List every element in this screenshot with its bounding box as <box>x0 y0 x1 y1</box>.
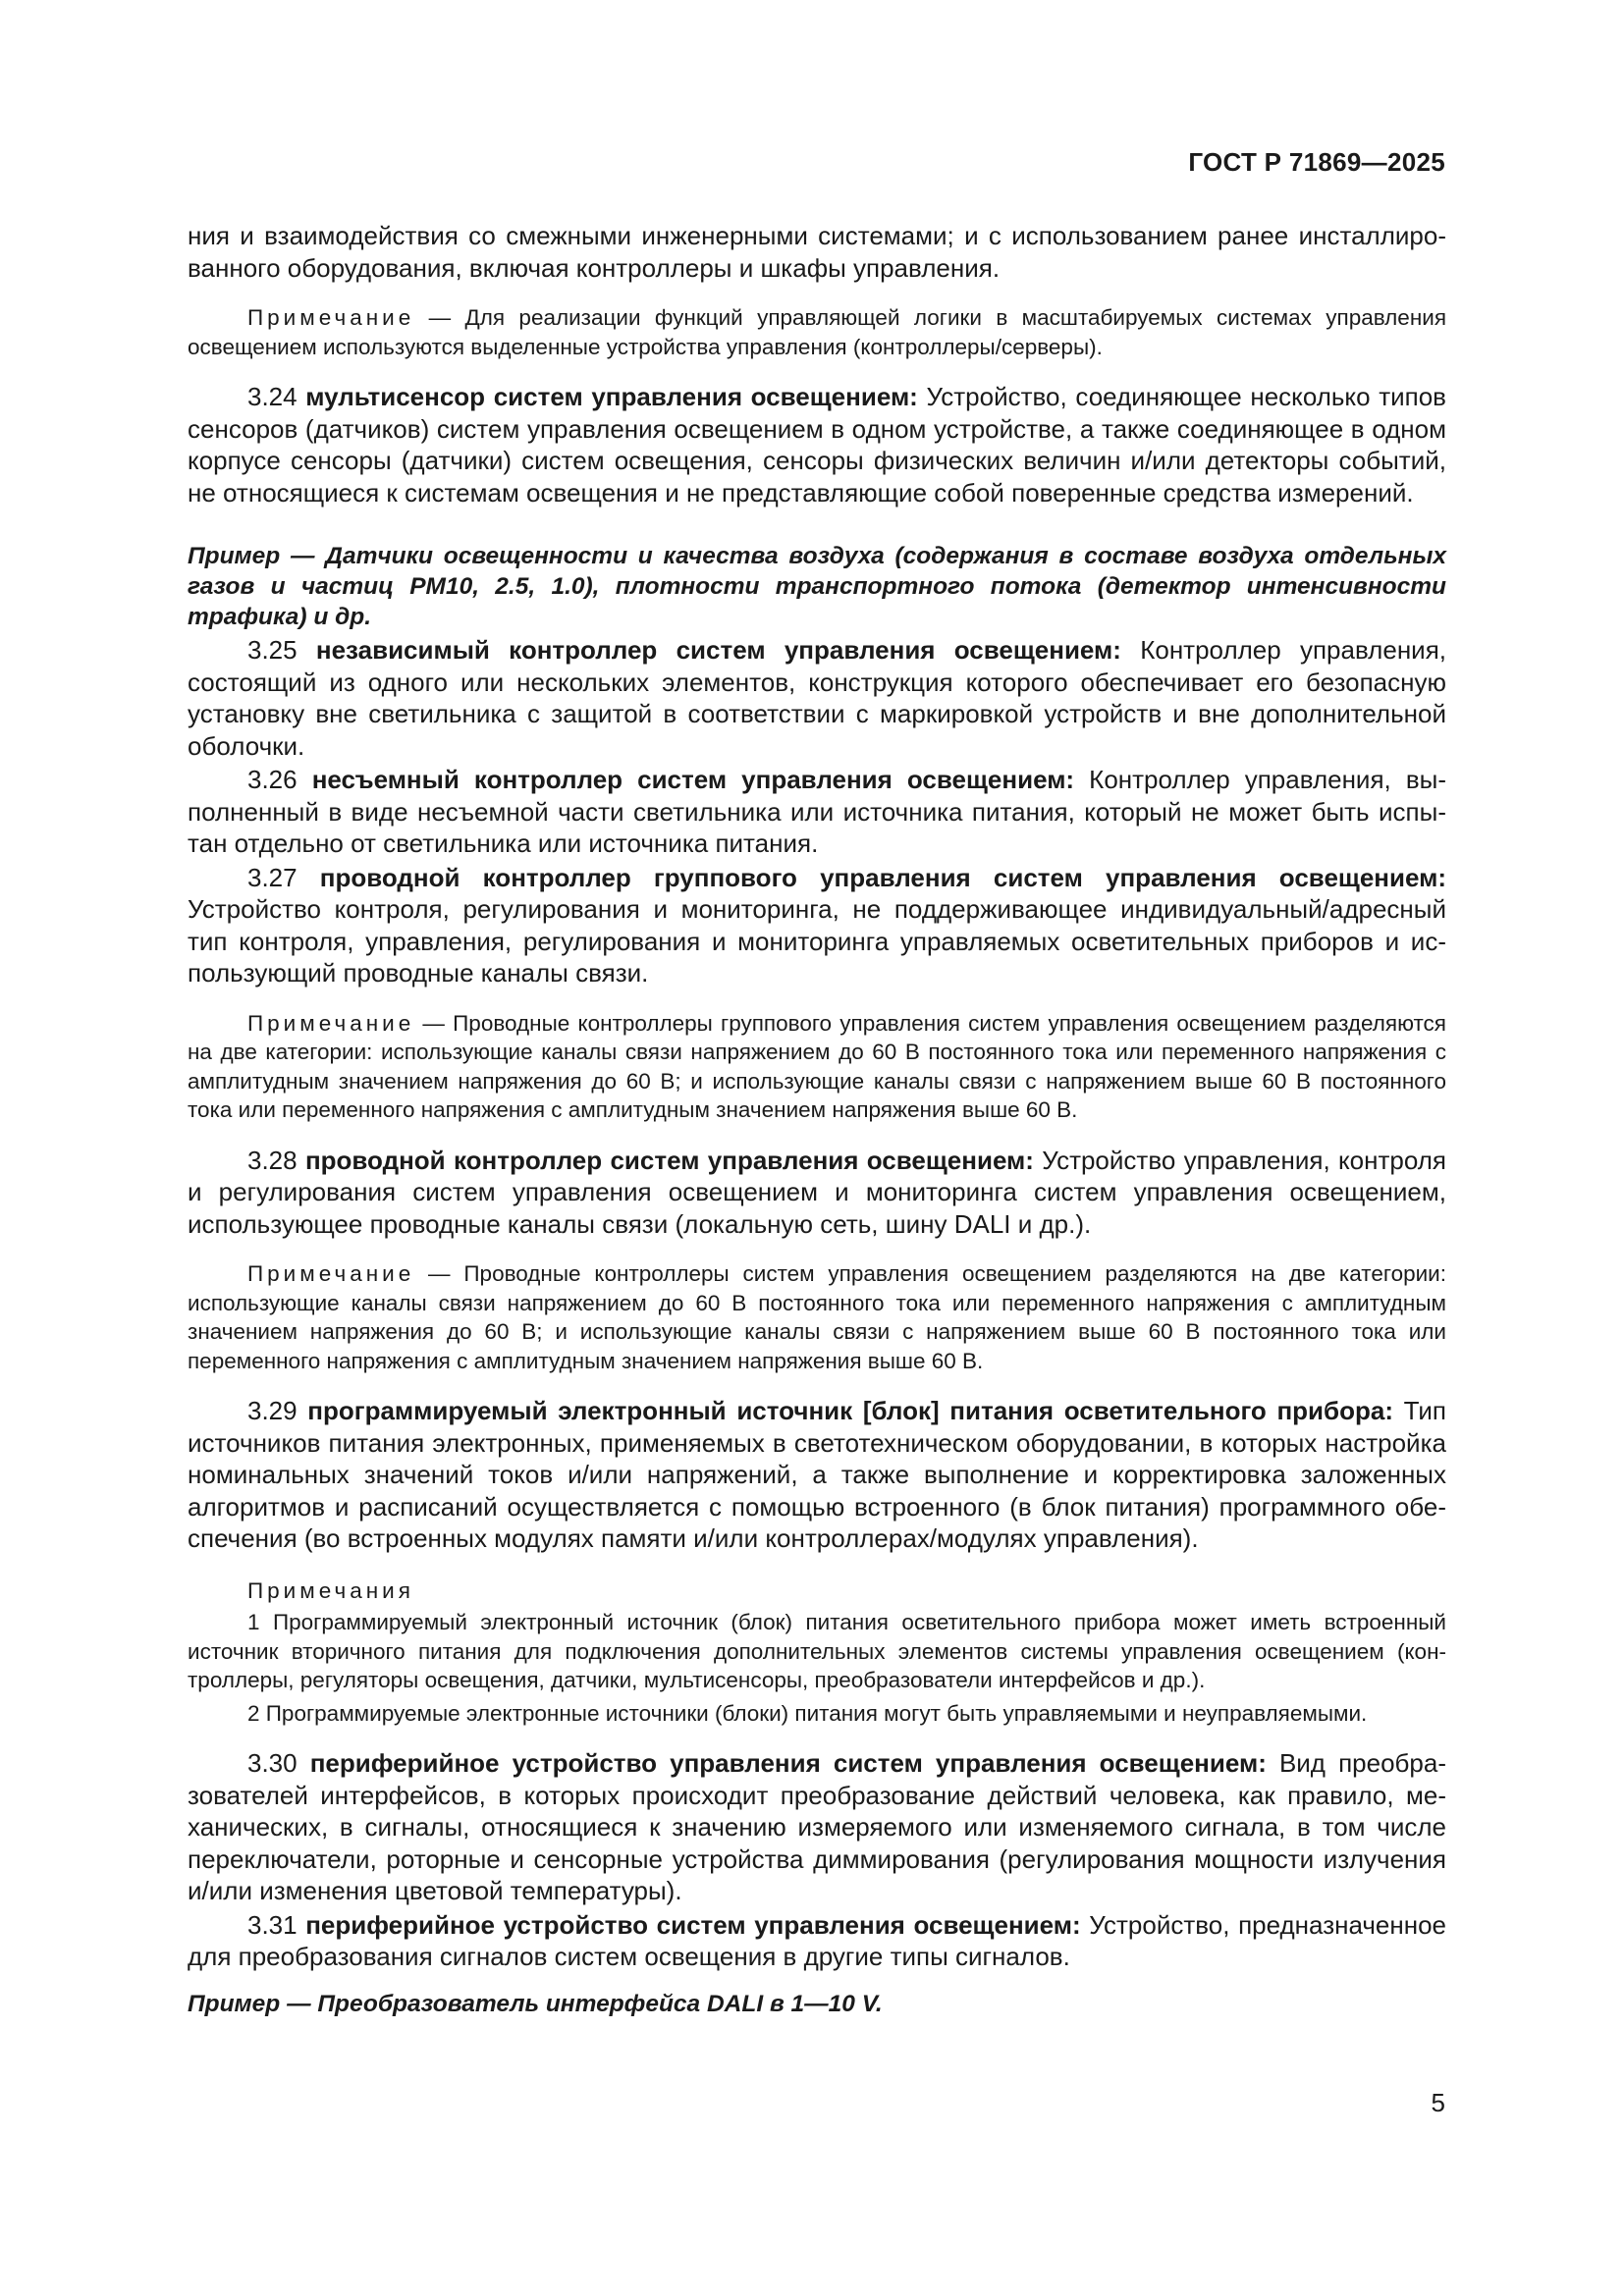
note-label: Примечание <box>247 1010 415 1036</box>
note-text: — Проводные контроллеры систем управления освещением разделяются на две категории: использующие каналы связи напряжением до 60 В постоянного тока или переменного напряжения с амплитудным значением напряжения до 60 В; и использующие каналы связи с напряжением выше 60 В постоянного тока или переменного напряжения с амплитудным значением напряжения выше 60 В. <box>188 1261 1446 1373</box>
note-label: Примечание <box>247 305 415 330</box>
term-3-27 <box>188 862 1446 989</box>
term-definition: Контроллер управления, выполненный в виде несъемной части светильника или источника питания, который не может быть испытан отдельно от светильника или источника питания. <box>188 765 1447 858</box>
note-intro <box>188 303 1446 361</box>
note-text: — Проводные контроллеры группового управления систем управления освещением разделяются на две категории: использующие каналы связи напряжением до 60 В постоянного тока или переменного напряжения с амплитудным значением напряжения до 60 В; и использующие каналы связи с напряжением выше 60 В постоянного тока или переменного напряжения с амплитудным значением напряжения выше 60 В. <box>188 1010 1446 1122</box>
page-content <box>188 220 1446 2019</box>
term-3-28 <box>188 1145 1446 1241</box>
term-3-26 <box>188 764 1446 860</box>
term-name: периферийное устройство систем управления освещением: <box>305 1909 1081 1940</box>
term-name: несъемный контроллер систем управления освещением: <box>311 765 1075 794</box>
term-3-29 <box>188 1395 1446 1555</box>
term-3-30 <box>188 1747 1446 1907</box>
note-3-28 <box>188 1259 1446 1375</box>
term-definition: Вид преобразователей интерфейсов, в которых происходит преобразование действий человека, как правило, механических, в сигналы, относящиеся к значению измеряемого или изменяемого сигнала, в том числе переключатели, роторные и сенсорные устройства диммирования (регулирования мощности излучения и/или изменения цветовой температуры). <box>188 1748 1447 1905</box>
note-3-27 <box>188 1009 1446 1125</box>
term-definition: Контроллер управления, состоящий из одного или нескольких элементов, конструкция которого обеспечивает его безопасную установку вне светильника с защитой в соответствии с маркировкой устройств и вне дополнительной оболочки. <box>188 635 1447 761</box>
term-definition: Устройство, предназначенное для преобразования сигналов систем освещения в другие типы сигналов. <box>188 1909 1447 1971</box>
term-number: 3.29 <box>247 1396 308 1425</box>
example-3-24 <box>188 510 1446 632</box>
notes-label: Примечания <box>247 1577 414 1603</box>
term-name: проводной контроллер систем управления освещением: <box>304 1145 1034 1175</box>
continuation-paragraph: ния и взаимодействия со смежными инженерными системами; и с использованием ранее инсталлированного оборудования, включая контроллеры и шкафы управления. <box>188 221 1446 283</box>
term-definition: Устройство контроля, регулирования и мониторинга, не поддерживающее индивидуальный/адресный тип контроля, управления, регулирования и мониторинга управляемых осветительных приборов и использующий проводные каналы связи. <box>188 894 1446 988</box>
term-number: 3.24 <box>247 382 306 411</box>
example-3-31: Пример — Преобразователь интерфейса DALI в 1—10 V. <box>188 1990 883 2017</box>
note-label: Примечание <box>247 1261 415 1286</box>
term-number: 3.31 <box>247 1909 306 1940</box>
standard-header: ГОСТ Р 71869—2025 <box>1188 147 1445 177</box>
term-number: 3.26 <box>247 765 312 794</box>
term-name: программируемый электронный источник [блок] питания осветительного прибора: <box>307 1396 1393 1425</box>
term-3-25 <box>188 634 1446 762</box>
term-number: 3.28 <box>247 1145 305 1175</box>
term-definition: Устройство, соединяющее несколько типов сенсоров (датчиков) систем управления освещением в одном устройстве, а также соединяющее в одном корпусе сенсоры (датчики) систем освещения, сенсоры физических величин и/или детекторы событий, не относящиеся к системам освещения и не представляющие собой поверенные средства измерений. <box>188 382 1446 507</box>
term-name: независимый контроллер систем управления освещением: <box>315 635 1121 665</box>
term-number: 3.27 <box>247 862 320 892</box>
term-name: проводной контроллер группового управления систем управления освещением: <box>319 862 1447 892</box>
term-name: периферийное устройство управления систем управления освещением: <box>309 1748 1267 1778</box>
term-number: 3.25 <box>247 635 316 665</box>
term-name: мультисенсор систем управления освещением: <box>305 382 918 411</box>
term-definition: Устройство управления, контроля и регулирования систем управления освещением и мониторинга систем управления освещением, использующее проводные каналы связи (локальную сеть, шину DALI и др.). <box>188 1145 1446 1239</box>
term-3-31 <box>188 1909 1446 1973</box>
example-text: Пример — Датчики освещенности и качества воздуха (содержания в составе воздуха отдельных газов и частиц PM10, 2.5, 1.0), плотности транспортного потока (детектор интенсивности трафика) и др. <box>188 543 1446 630</box>
term-number: 3.30 <box>247 1748 310 1778</box>
note-3-29-2: 2 Программируемые электронные источники (блоки) питания могут быть управляемыми и неуправляемыми. <box>247 1700 1368 1726</box>
note-3-29-1: 1 Программируемый электронный источник (блок) питания осветительного прибора может иметь встроенный источник вторичного питания для подключения дополнительных элементов системы управления освещением (контроллеры, регуляторы освещения, датчики, мультисенсоры, преобразователи интерфейсов и др.). <box>188 1610 1446 1692</box>
page-number: 5 <box>1431 2088 1445 2117</box>
term-3-24 <box>188 381 1446 508</box>
note-text: — Для реализации функций управляющей логики в масштабируемых системах управления освещением используются выделенные устройства управления (контроллеры/серверы). <box>188 305 1446 359</box>
term-definition: Тип источников питания электронных, применяемых в светотехническом оборудовании, в которых настройка номинальных значений токов и/или напряжений, а также выполнение и корректировка заложенных алгоритмов и расписаний осуществляется с помощью встроенного (в блок питания) программного обеспечения (во встроенных модулях памяти и/или контроллерах/модулях управления). <box>188 1396 1447 1553</box>
